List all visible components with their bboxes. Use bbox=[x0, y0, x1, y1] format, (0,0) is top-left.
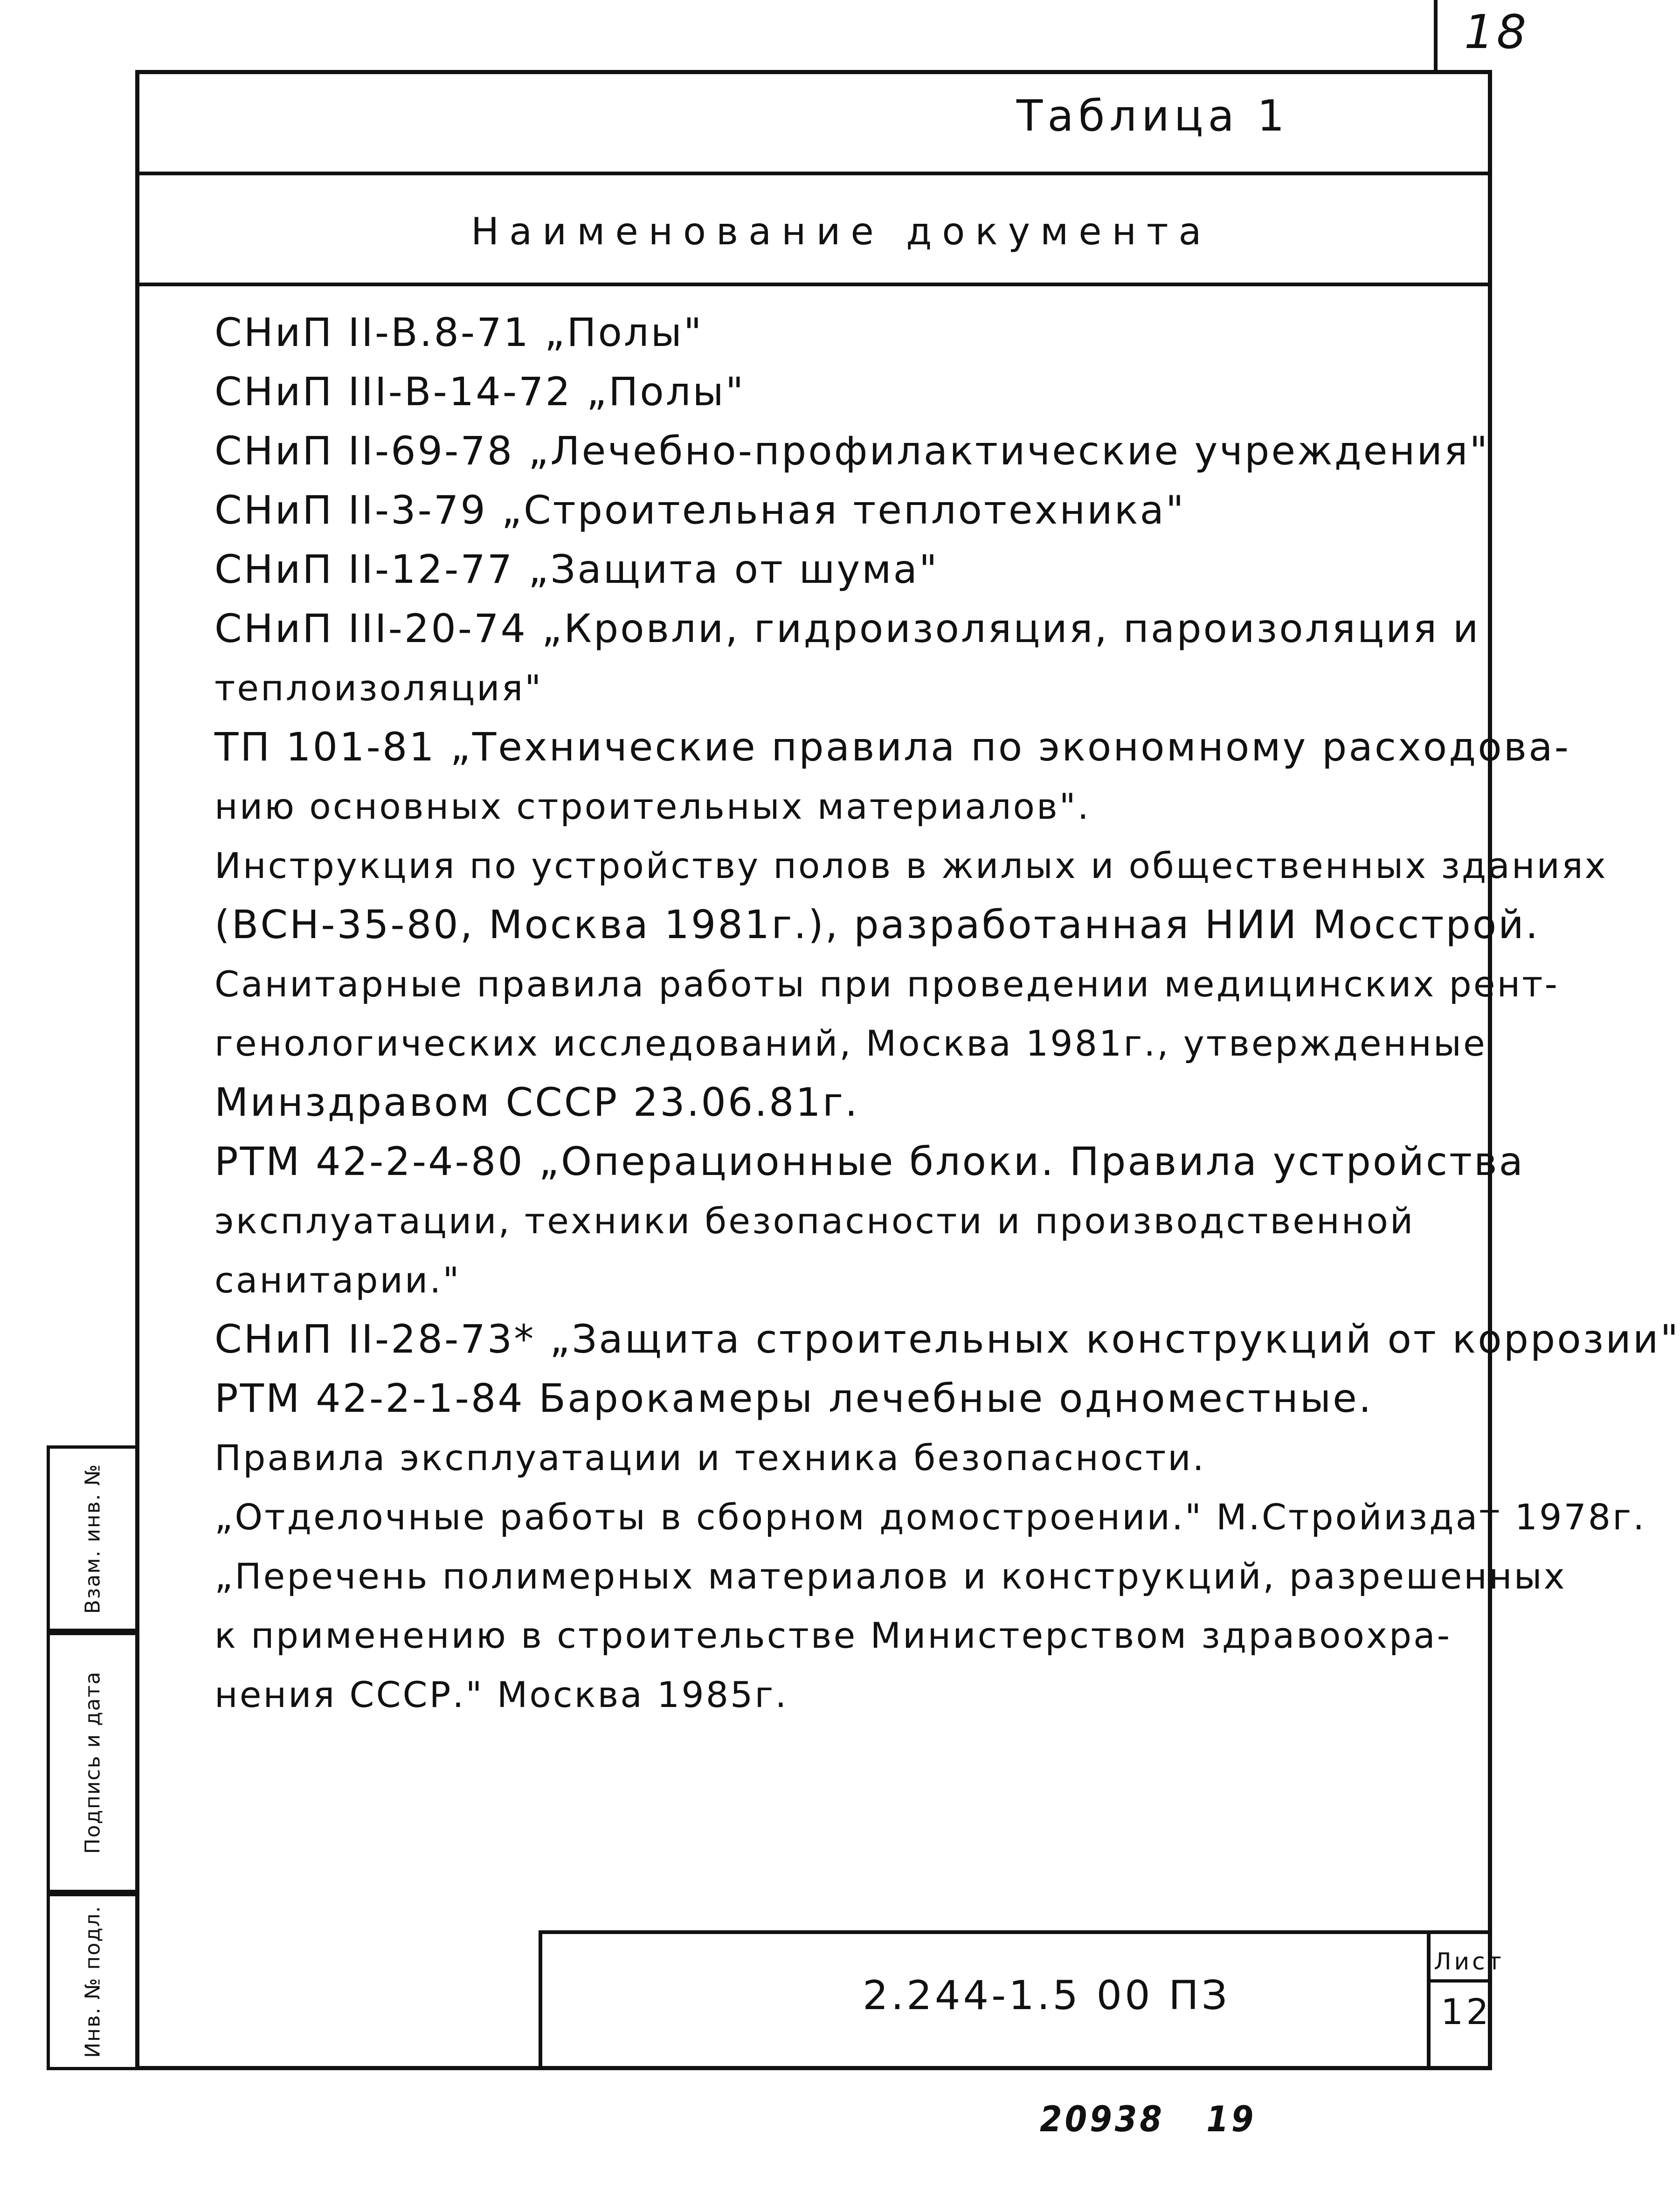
sheet-box-left bbox=[1427, 1930, 1431, 2070]
list-item: нию основных строительных материалов". bbox=[214, 786, 1091, 827]
list-item: СНиП II-В.8-71 „Полы" bbox=[214, 310, 704, 355]
sheet-number: 12 bbox=[1441, 1991, 1492, 2032]
list-item: эксплуатации, техники безопасности и производственной bbox=[214, 1200, 1415, 1242]
replace-inv-label: Взам. инв. № bbox=[81, 1463, 104, 1614]
list-item: РТМ 42-2-1-84 Барокамеры лечебные одноместные. bbox=[214, 1375, 1373, 1421]
replace-inv-cell bbox=[47, 1445, 135, 1632]
list-item: ТП 101-81 „Технические правила по экономному расходова- bbox=[214, 724, 1570, 770]
list-item: Правила эксплуатации и техника безопасности. bbox=[214, 1437, 1206, 1479]
list-item: СНиП III-20-74 „Кровли, гидроизоляция, пароизоляция и bbox=[214, 606, 1480, 651]
list-item: СНиП II-3-79 „Строительная теплотехника" bbox=[214, 487, 1186, 533]
side-stamp bbox=[47, 1445, 135, 2070]
title-block-left bbox=[539, 1930, 542, 2070]
list-item: СНиП III-В-14-72 „Полы" bbox=[214, 369, 746, 415]
list-item: теплоизоляция" bbox=[214, 667, 543, 709]
title-block-top bbox=[541, 1930, 1492, 1934]
sheet-box-divider bbox=[1427, 1979, 1492, 1983]
header-divider-top bbox=[135, 172, 1492, 175]
document-code: 2.244-1.5 00 ПЗ bbox=[863, 1972, 1230, 2019]
document-list bbox=[214, 303, 1680, 1724]
list-item: Минздравом СССР 23.06.81г. bbox=[214, 1079, 859, 1125]
list-item: СНиП II-69-78 „Лечебно-профилактические учреждения" bbox=[214, 428, 1490, 474]
list-item: СНиП II-12-77 „Защита от шума" bbox=[214, 546, 939, 592]
archive-numbers: 20938 19 bbox=[1040, 2098, 1257, 2140]
table-label: Таблица 1 bbox=[1016, 91, 1289, 141]
list-item: Инструкция по устройству полов в жилых и общественных зданиях bbox=[214, 845, 1608, 886]
list-item: СНиП II-28-73* „Защита строительных конструкций от коррозии" bbox=[214, 1316, 1680, 1362]
sheet-label: Лист bbox=[1434, 1948, 1504, 1975]
list-item: „Отделочные работы в сборном домостроении." М.Стройиздат 1978г. bbox=[214, 1496, 1646, 1538]
column-header: Наименование документа bbox=[471, 210, 1212, 253]
signature-date-label: Подпись и дата bbox=[81, 1671, 104, 1854]
page-number-border bbox=[1434, 0, 1438, 72]
list-item: генологических исследований, Москва 1981г., утвержденные bbox=[214, 1023, 1487, 1064]
list-item: РТМ 42-2-4-80 „Операционные блоки. Правила устройства bbox=[214, 1139, 1525, 1184]
list-item: (ВСН-35-80, Москва 1981г.), разработанная НИИ Мосстрой. bbox=[214, 902, 1540, 947]
list-item: нения СССР." Москва 1985г. bbox=[214, 1674, 788, 1715]
header-divider-bottom bbox=[135, 283, 1492, 286]
list-item: Санитарные правила работы при проведении медицинских рент- bbox=[214, 963, 1559, 1005]
list-item: к применению в строительстве Министерством здравоохра- bbox=[214, 1615, 1452, 1656]
inv-no-orig-label: Инв. № подл. bbox=[81, 1905, 104, 2058]
list-item: санитарии." bbox=[214, 1259, 461, 1301]
list-item: „Перечень полимерных материалов и конструкций, разрешенных bbox=[214, 1555, 1567, 1597]
page-number: 18 bbox=[1464, 5, 1529, 59]
signature-date-cell bbox=[47, 1632, 135, 1893]
inv-no-orig-cell bbox=[47, 1893, 135, 2070]
